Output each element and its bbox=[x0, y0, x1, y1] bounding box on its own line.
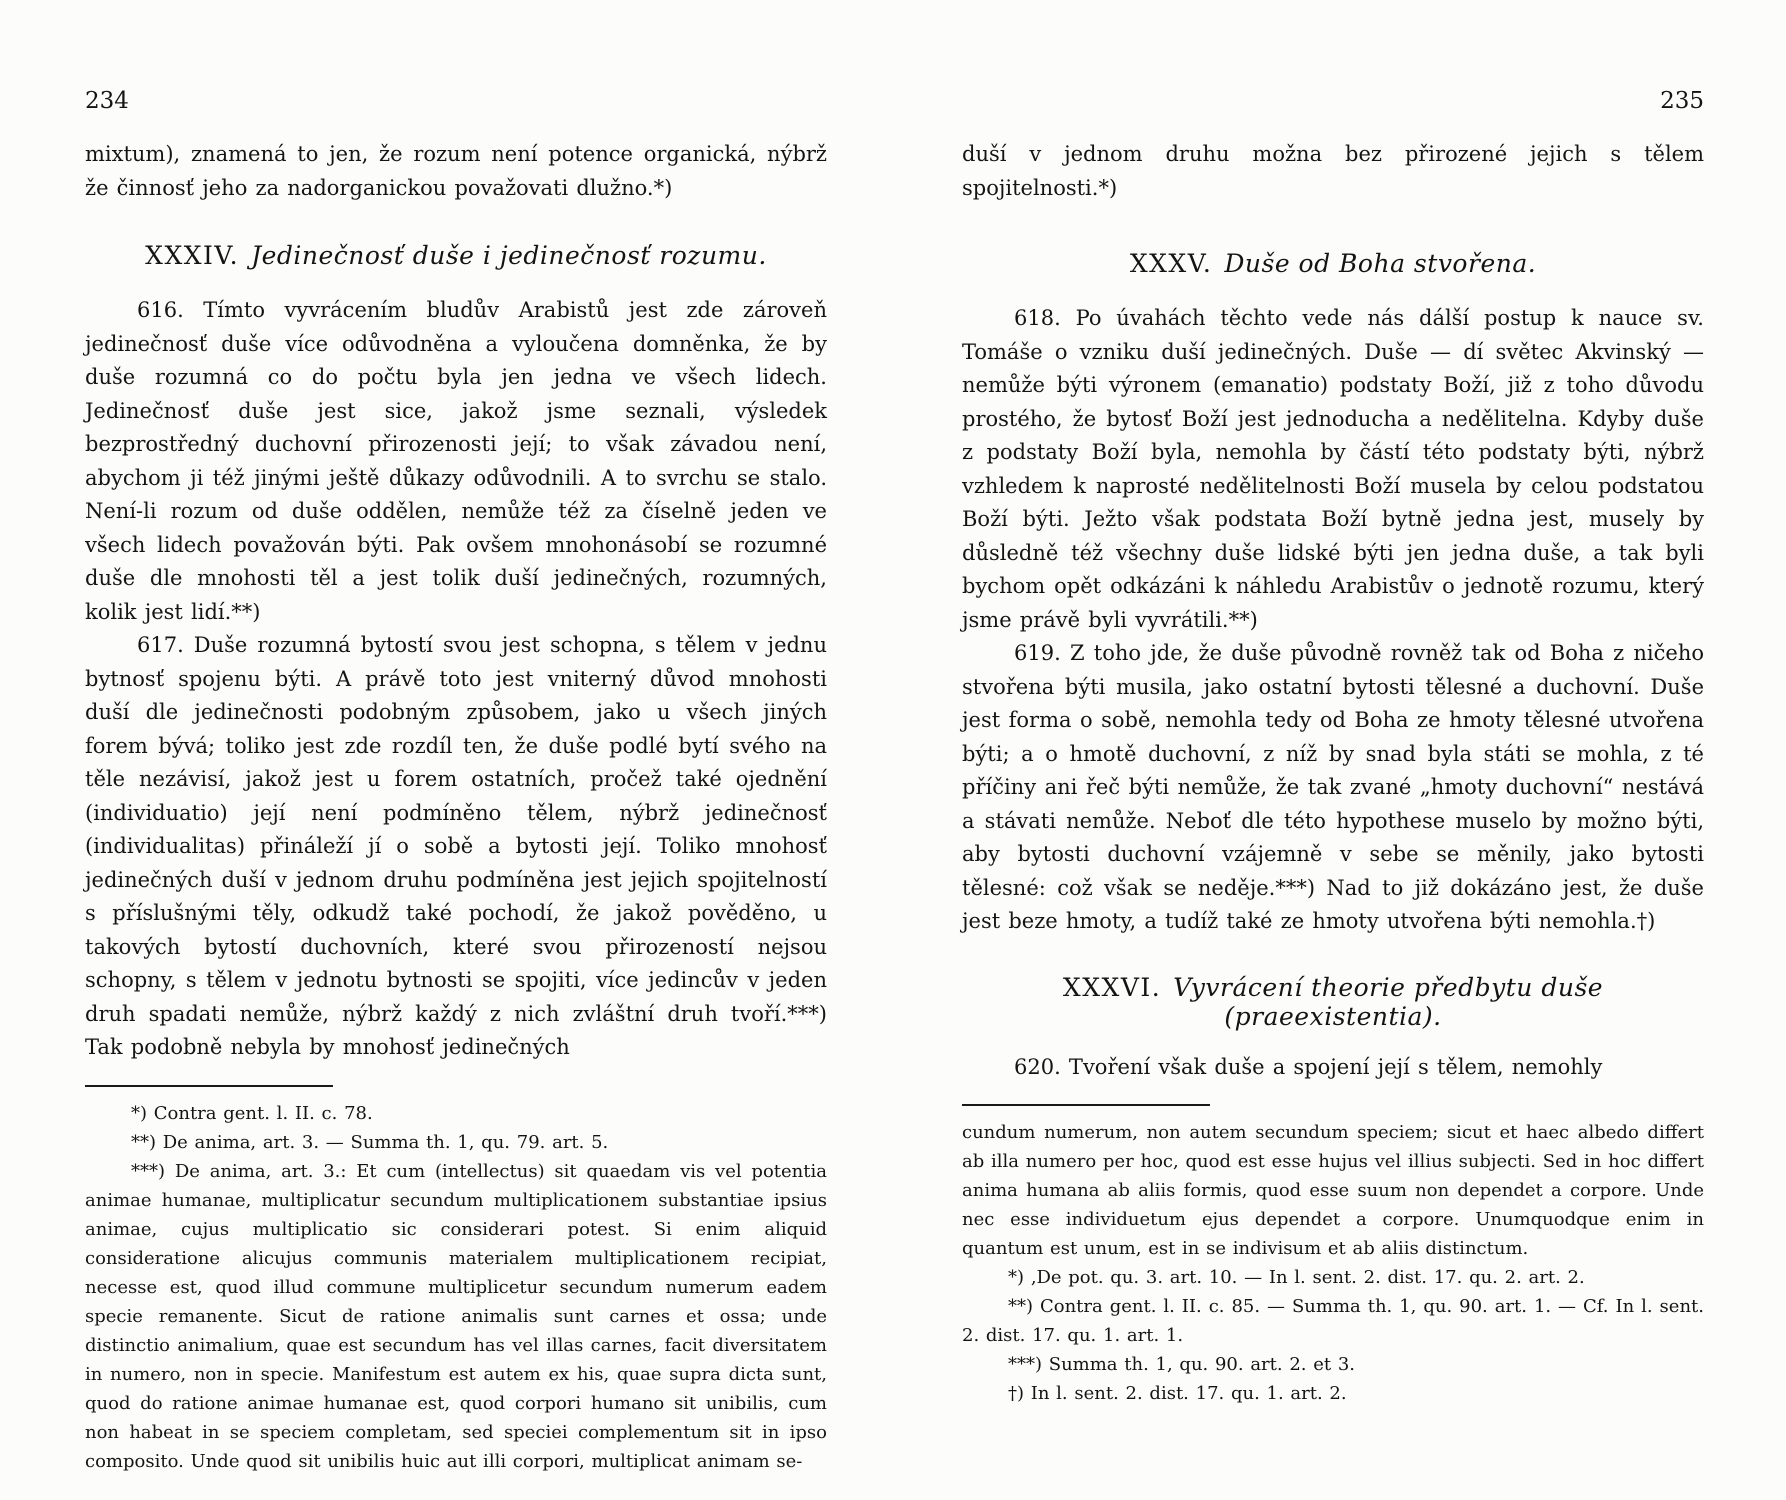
footnote-double-star: **) Contra gent. l. II. c. 85. — Summa th. 1, qu. 90. art. 1. — Cf. In l. sent. 2. dist. 17. qu. 1. art. 1. bbox=[962, 1296, 1704, 1346]
footnote-continuation: cundum numerum, non autem secundum speciem; sicut et haec albedo differt ab illa numero per hoc, quod est esse hujus vel illius subjecti. Sed in hoc differt anima humana ab aliis formis, quod esse suum non dependet a corpore. Unde nec esse individuetum ejus dependet a corpore. Unumquodque enim in quantum est unum, est in se indivisum et ab aliis distinctum. bbox=[962, 1122, 1704, 1259]
footnote-separator-left bbox=[85, 1085, 333, 1087]
chapter-heading-xxxiv bbox=[85, 241, 827, 270]
paragraph-continuation-dusi: duší v jednom druhu možna bez přirozené jejich s tělem spojitelnosti.*) bbox=[962, 142, 1704, 200]
footnotes-right bbox=[962, 1118, 1704, 1408]
footnote-triple-star: ***) Summa th. 1, qu. 90. art. 2. et 3. bbox=[1008, 1354, 1356, 1375]
page-number-right: 235 bbox=[1660, 88, 1704, 114]
footnotes-left bbox=[85, 1099, 827, 1476]
footnote-triple-star: ***) De anima, art. 3.: Et cum (intellectus) sit quaedam vis vel potentia animae humanae, multiplicatur secundum multiplicationem substantiae ipsius animae, cujus multiplicatio sic considerari potest. Si enim aliquid consideratione alicujus communis materialem multiplicationem recipiat, necesse est, quod illud commune multiplicetur secundum numerum eadem specie remanente. Sicut de ratione animalis sunt carnes et ossa; unde distinctio animalium, quae est secundum has vel illas carnes, facit diversitatem in numero, non in specie. Manifestum est autem ex his, quae supra dicta sunt, quod do ratione animae humanae est, quod corpori humano sit unibilis, cum non habeat in se speciem completam, sed speciei complementum sit in ipso composito. Unde quod sit unibilis huic aut illi corpori, multiplicat animam se- bbox=[85, 1160, 827, 1472]
chapter-number: XXXV. bbox=[1129, 249, 1213, 278]
chapter-title: Duše od Boha stvořena. bbox=[1224, 249, 1537, 278]
chapter-heading-xxxvi bbox=[962, 973, 1704, 1031]
paragraph-continuation-mixtum: mixtum), znamená to jen, že rozum není potence organická, nýbrž že činnosť jeho za nadorganickou považovati dlužno.*) bbox=[85, 142, 827, 200]
paragraph-616: 616. Tímto vyvrácením bludův Arabistů jest zde zároveň jedinečnosť duše více odůvodněna a vyloučena domněnka, že by duše rozumná co do počtu byla jen jedna ve všech lidech. Jedinečnosť duše jest sice, jakož jsme seznali, výsledek bezprostředný duchovní přirozenosti její; to však závadou není, abychom ji též jinými ještě důkazy odůvodnili. A to svrchu se stalo. Není-li rozum od duše oddělen, nemůže též za číselně jeden ve všech lidech považován býti. Pak ovšem mnohonásobí se rozumné duše dle mnohosti těl a jest tolik duší jedinečných, rozumných, kolik jest lidí.**) bbox=[85, 298, 827, 624]
footnote-star: *) Contra gent. l. II. c. 78. bbox=[131, 1102, 373, 1124]
paragraph-617: 617. Duše rozumná bytostí svou jest schopna, s tělem v jednu bytnosť spojenu býti. A právě toto jest vniterný důvod mnohosti duší dle jedinečnosti podobným způsobem, jako u všech jiných forem bývá; toliko jest zde rozdíl ten, že duše podlé bytí svého na těle nezávisí, jakož jest u forem ostatních, pročež také ojednění (individuatio) její není podmíněno tělem, nýbrž jedinečnosť (individualitas) přináleží jí o sobě a bytosti její. Toliko mnohosť jedinečných duší v jednom druhu podmíněna jest jejich spojitelností s příslušnými těly, odkudž také pochodí, že jakož pověděno, u takových bytostí duchovních, které svou přirozeností nejsou schopny, s tělem v jednotu bytnosti se spojiti, více jedincův v jeden druh spadati nemůže, nýbrž každý z nich zvláštní druh tvoří.***) Tak podobně nebyla by mnohosť jedinečných bbox=[85, 633, 827, 1059]
footnote-dagger: †) In l. sent. 2. dist. 17. qu. 1. art. 2. bbox=[1008, 1383, 1347, 1404]
paragraph-619: 619. Z toho jde, že duše původně rovněž tak od Boha z ničeho stvořena býti musila, jako ostatní bytosti tělesné a duchovní. Duše jest forma o sobě, nemohla tedy od Boha ze hmoty tělesné utvořena býti; a o hmotě duchovní, z níž by snad byla státi se mohla, z té příčiny ani řeč býti nemůže, že tak zvané „hmoty duchovní“ nestává a stávati nemůže. Neboť dle této hypothese muselo by možno býti, aby bytosti duchovní vzájemně v sebe se měnily, jako bytosti tělesné: což však se neděje.***) Nad to již dokázáno jest, že duše jest beze hmoty, a tudíž také ze hmoty utvořena býti nemohla.†) bbox=[962, 641, 1704, 933]
chapter-number: XXXVI. bbox=[1062, 972, 1162, 1002]
footnote-separator-right bbox=[962, 1104, 1210, 1106]
paragraph-620: 620. Tvoření však duše a spojení její s tělem, nemohly bbox=[1014, 1054, 1603, 1079]
chapter-number: XXXIV. bbox=[145, 241, 240, 270]
page-234 bbox=[85, 88, 827, 1476]
paragraph-618: 618. Po úvahách těchto vede nás dálší postup k nauce sv. Tomáše o vzniku duší jedinečných. Duše — dí světec Akvinský — nemůže býti výronem (emanatio) podstaty Boží, již z toho důvodu prostého, že bytosť Boží jest jednoducha a nedělitelna. Kdyby duše z podstaty Boží byla, nemohla by částí této podstaty býti, nýbrž vzhledem k naprosté nedělitelnosti Boží musela by celou podstatou Boží býti. Ježto však podstata Boží bytně jedna jest, musely by důsledně též všechny duše lidské býti jen jedna duše, a tak byli bychom opět odkázáni k náhledu Arabistův o jednotě rozumu, který jsme právě byli vyvrátili.**) bbox=[962, 306, 1704, 632]
chapter-title: Vyvrácení theorie předbytu duše (praeexistentia). bbox=[1173, 972, 1604, 1031]
page-235 bbox=[962, 88, 1704, 1408]
chapter-heading-xxxv bbox=[962, 249, 1704, 278]
page-number-left: 234 bbox=[85, 88, 129, 114]
footnote-double-star: **) De anima, art. 3. — Summa th. 1, qu. 79. art. 5. bbox=[131, 1131, 609, 1153]
chapter-title: Jedinečnosť duše i jedinečnosť rozumu. bbox=[251, 241, 767, 270]
footnote-star: *) ‚De pot. qu. 3. art. 10. — In l. sent. 2. dist. 17. qu. 2. art. 2. bbox=[1008, 1267, 1585, 1288]
